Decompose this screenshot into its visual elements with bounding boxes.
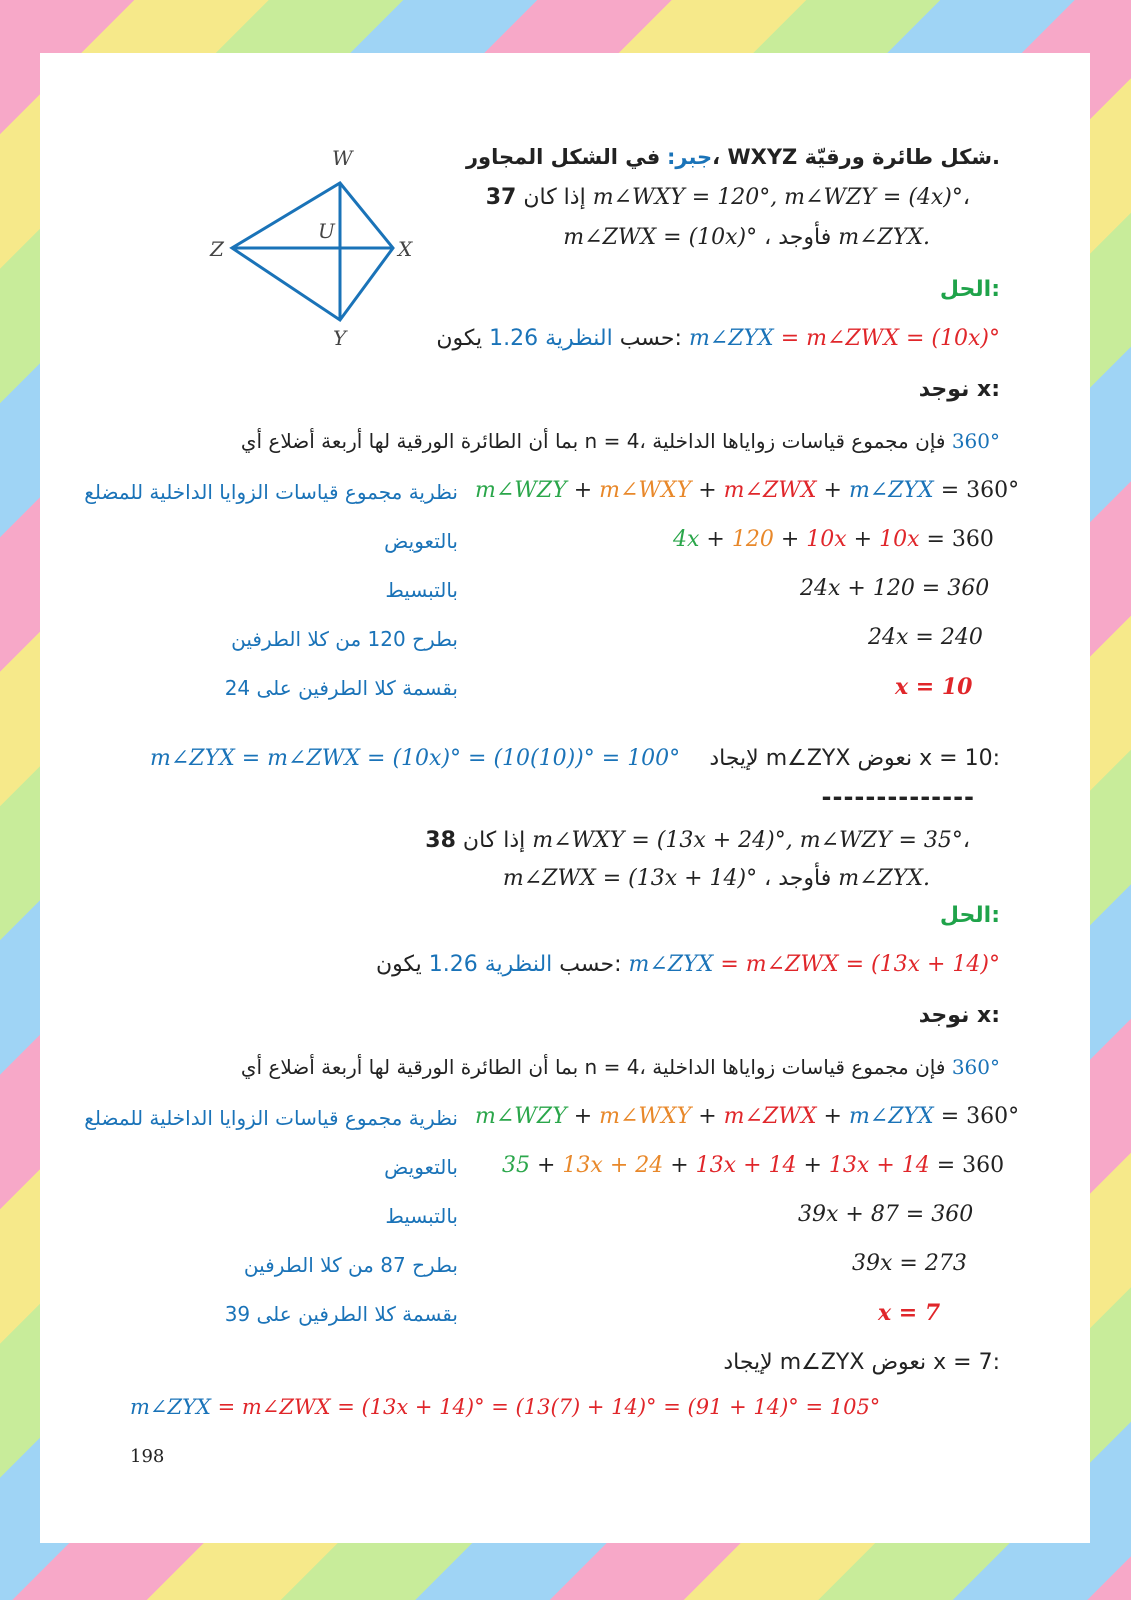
given-line1: m∠WXY = (13x + 24)°, m∠WZY = 35° [532,828,963,853]
step-reason: بطرح 120 من كلا الطرفين [231,627,458,651]
find-word: ، فأوجد [764,225,832,250]
step-equation: 35 + 13x + 24 + 13x + 14 + 13x + 14 = 360 [502,1153,1005,1178]
page-number: 198 [130,1446,165,1467]
topic-label: جبر: [667,145,713,169]
if-word: إذا كان [523,185,586,210]
step-equation: 39x = 273 [852,1251,967,1276]
sum-sentence-37 [241,429,1000,453]
separator: -------------- [821,783,975,811]
sum-value: 360° [951,429,1000,453]
problem-38-find [503,866,930,891]
vertex-z: Z [210,237,224,261]
if-word: إذا كان [462,828,526,853]
step-reason: بقسمة كلا الطرفين على 24 [224,676,458,700]
final-label-38: لإيجاد m∠ZYX نعوض x = 7: [723,1350,1000,1375]
eq-rhs: = m∠ZWX = (10x)° [780,326,1000,351]
kite-outline [232,183,393,320]
find-target: m∠ZYX. [838,225,930,250]
theorem-prefix: حسب [619,326,675,351]
vertex-x: X [398,237,413,261]
step-reason: بقسمة كلا الطرفين على 39 [224,1302,458,1326]
theorem-yields: يكون: [436,326,682,351]
statement: في الشكل المجاور، WXYZ شكل طائرة ورقيّة. [465,145,1000,169]
step-equation: 4x + 120 + 10x + 10x = 360 [673,527,994,552]
eq-lhs: m∠ZYX [628,952,714,977]
problem-37-find [563,225,930,250]
given-line1: m∠WXY = 120°, m∠WZY = (4x)° [592,185,963,210]
theorem-ref: النظرية 1.26 [428,952,553,977]
find-x-38: نوجد x: [918,1003,1000,1028]
kite-diagram [200,143,440,353]
step-reason: بالتعويض [384,529,458,553]
step-equation: 39x + 87 = 360 [798,1202,974,1227]
vertex-u: U [318,219,335,243]
sum-sentence-38 [241,1055,1000,1079]
eq-rhs: = m∠ZWX = (13x + 14)° [720,952,1000,977]
page [40,53,1090,1543]
step-equation: x = 7 [878,1300,941,1326]
step-equation: m∠WZY + m∠WXY + m∠ZWX + m∠ZYX = 360° [475,1104,1020,1129]
problem-number: 38 [425,828,456,853]
vertex-w: W [332,146,353,170]
given-line2: m∠ZWX = (13x + 14)° [502,866,758,891]
final-equation-37: m∠ZYX = m∠ZWX = (10x)° = (10(10))° = 100° [150,746,681,771]
theorem-ref: النظرية 1.26 [489,326,613,351]
final-equation-38: m∠ZYX = m∠ZWX = (13x + 14)° = (13(7) + 14)° = (91 + 14)° = 105° [130,1395,881,1419]
given-line2: m∠ZWX = (10x)° [563,225,758,250]
step-equation: 24x + 120 = 360 [800,576,990,601]
vertex-y: Y [333,326,347,350]
step-equation: x = 10 [895,674,973,700]
find-x-37: نوجد x: [918,377,1000,402]
sum-sentence-text: بما أن الطائرة الورقية لها أربعة أضلاع أي n = 4، فإن مجموع قياسات زواياها الداخلية [240,429,946,453]
step-equation: 24x = 240 [868,625,983,650]
problem-38-given: 38 إذا كان m∠WXY = (13x + 24)°, m∠WZY = 35°، [425,828,970,853]
sum-sentence-text: بما أن الطائرة الورقية لها أربعة أضلاع أي n = 4، فإن مجموع قياسات زواياها الداخلية [240,1055,946,1079]
theorem-yields: يكون: [375,952,622,977]
theorem-prefix: حسب [559,952,615,977]
theorem-line-38 [376,952,1000,977]
step-reason: بطرح 87 من كلا الطرفين [243,1253,458,1277]
solution-label-37: الحل: [939,277,1000,302]
solution-label-38: الحل: [939,903,1000,928]
theorem-line-37 [436,326,1000,351]
problem-37-given: 37 إذا كان m∠WXY = 120°, m∠WZY = (4x)°، [485,185,970,210]
find-target: m∠ZYX. [838,866,930,891]
step-reason: نظرية مجموع قياسات الزوايا الداخلية للمضلع [84,1106,458,1130]
step-reason: بالتعويض [384,1155,458,1179]
problem-number: 37 [485,185,517,210]
header-line [466,145,1000,169]
step-reason: بالتبسيط [385,578,458,602]
step-reason: نظرية مجموع قياسات الزوايا الداخلية للمضلع [84,480,458,504]
step-reason: بالتبسيط [385,1204,458,1228]
find-word: ، فأوجد [764,866,832,891]
final-label-37: لإيجاد m∠ZYX نعوض x = 10: [709,746,1000,771]
step-equation: m∠WZY + m∠WXY + m∠ZWX + m∠ZYX = 360° [475,478,1020,503]
sum-value: 360° [951,1055,1000,1079]
eq-lhs: m∠ZYX [688,326,774,351]
